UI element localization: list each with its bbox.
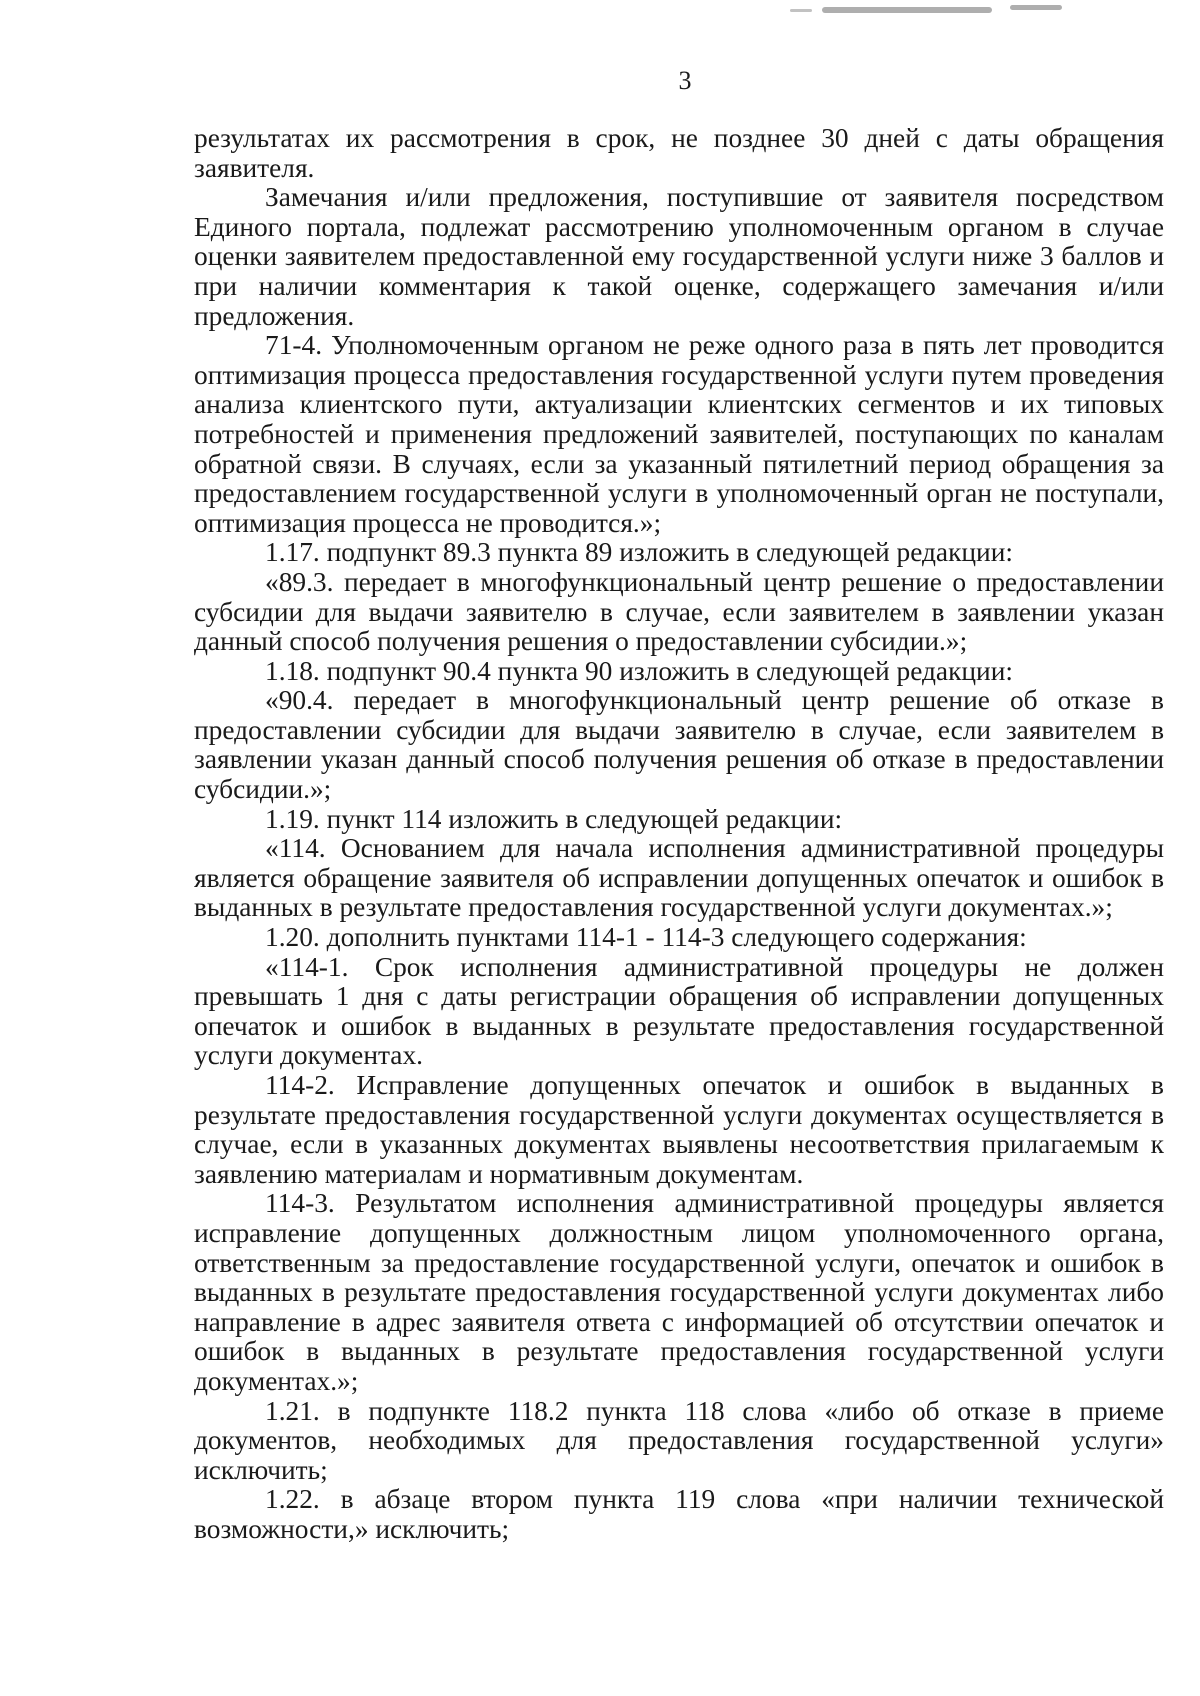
paragraph: 114-2. Исправление допущенных опечаток и ошибок в выданных в результате предоставления государственной услуги документах осуществляется в случае, если в указанных документах выявлены несоответствия прилагаемым к заявлению материалам и нормативным документам. [194,1070,1164,1189]
paragraph: «114. Основанием для начала исполнения административной процедуры является обращение заявителя об исправлении допущенных опечаток и ошибок в выданных в результате предоставления государственной услуги документах.»; [194,833,1164,923]
paragraph: результатах их рассмотрения в срок, не позднее 30 дней с даты обращения заявителя. [194,123,1164,183]
paragraph: «114-1. Срок исполнения административной процедуры не должен превышать 1 дня с даты регистрации обращения об исправлении допущенных опечаток и ошибок в выданных в результате предоставления государственной услуги документах. [194,951,1164,1071]
scan-artifact [1010,5,1062,10]
paragraph: 1.18. подпункт 90.4 пункта 90 изложить в следующей редакции: [265,655,1013,686]
paragraph: 1.22. в абзаце втором пункта 119 слова «при наличии технической возможности,» исключить; [194,1484,1164,1544]
paragraph: 71-4. Уполномоченным органом не реже одного раза в пять лет проводится оптимизация процесса предоставления государственной услуги путем проведения анализа клиентского пути, актуализации клиентских сегментов и их типовых потребностей и применения предложений заявителей, поступающих по каналам обратной связи. В случаях, если за указанный пятилетний период обращения за предоставлением государственной услуги в уполномоченный орган не поступали, оптимизация процесса не проводится.»; [194,330,1164,538]
paragraph: 1.20. дополнить пунктами 114-1 - 114-3 следующего содержания: [265,922,1027,953]
paragraph: 114-3. Результатом исполнения административной процедуры является исправление допущенных должностным лицом уполномоченного органа, ответственным за предоставление государственной услуги, опечаток и ошибок в выданных в результате предоставления государственной услуги документах либо направление в адрес заявителя ответа с информацией об отсутствии опечаток и ошибок в выданных в результате предоставления государственной услуги документах.»; [194,1188,1164,1396]
paragraph: Замечания и/или предложения, поступившие от заявителя посредством Единого портала, подлежат рассмотрению уполномоченным органом в случае оценки заявителем предоставленной ему государственной услуги ниже 3 баллов и при наличии комментария к такой оценке, содержащего замечания и/или предложения. [194,182,1164,331]
page-number: 3 [678,66,692,95]
paragraph: 1.19. пункт 114 изложить в следующей редакции: [265,803,843,834]
paragraph: 1.21. в подпункте 118.2 пункта 118 слова «либо об отказе в приеме документов, необходимых для предоставления государственной услуги» исключить; [194,1395,1164,1485]
scan-artifact [822,7,992,13]
paragraph: 1.17. подпункт 89.3 пункта 89 изложить в следующей редакции: [265,537,1013,568]
document-body [194,124,1164,1545]
scan-artifact [790,9,812,12]
paragraph: «89.3. передает в многофункциональный центр решение о предоставлении субсидии для выдачи заявителю в случае, если заявителем в заявлении указан данный способ получения решения о предоставлении субсидии.»; [194,566,1164,657]
paragraph: «90.4. передает в многофункциональный центр решение об отказе в предоставлении субсидии для выдачи заявителю в случае, если заявителем в заявлении указан данный способ получения решения об отказе в предоставлении субсидии.»; [194,685,1164,805]
